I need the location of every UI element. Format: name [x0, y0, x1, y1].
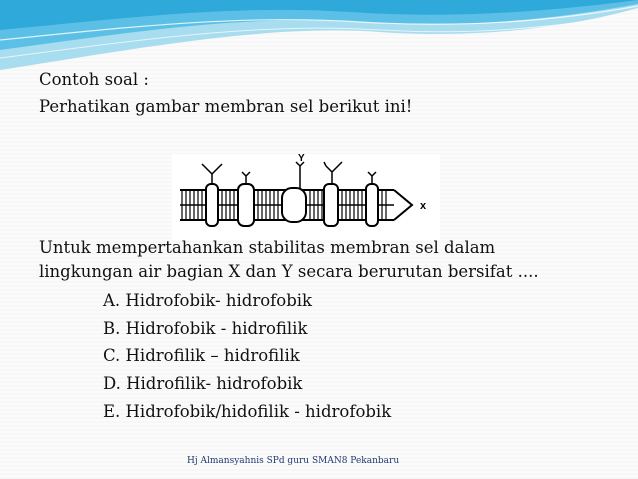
question-line-1: Untuk mempertahankan stabilitas membran sel dalam — [39, 238, 496, 257]
figure-label-y: Y — [298, 154, 305, 164]
option-a: A. Hidrofobik- hidrofobik — [103, 291, 313, 310]
membrane-diagram — [172, 154, 440, 240]
slide-instruction: Perhatikan gambar membran sel berikut ini! — [39, 97, 413, 116]
option-d: D. Hidrofilik- hidrofobik — [103, 374, 303, 393]
option-e: E. Hidrofobik/hidofilik - hidrofobik — [103, 402, 392, 421]
cell-membrane-figure — [172, 154, 440, 240]
figure-label-x: x — [420, 200, 427, 212]
slide-heading: Contoh soal : — [39, 70, 149, 89]
option-c: C. Hidrofilik – hidrofilik — [103, 346, 300, 365]
question-line-2: lingkungan air bagian X dan Y secara berurutan bersifat .... — [39, 262, 539, 281]
header-wave-decoration — [0, 0, 638, 72]
slide-footer: Hj Almansyahnis SPd guru SMAN8 Pekanbaru — [187, 456, 400, 466]
option-b: B. Hidrofobik - hidrofilik — [103, 319, 308, 338]
